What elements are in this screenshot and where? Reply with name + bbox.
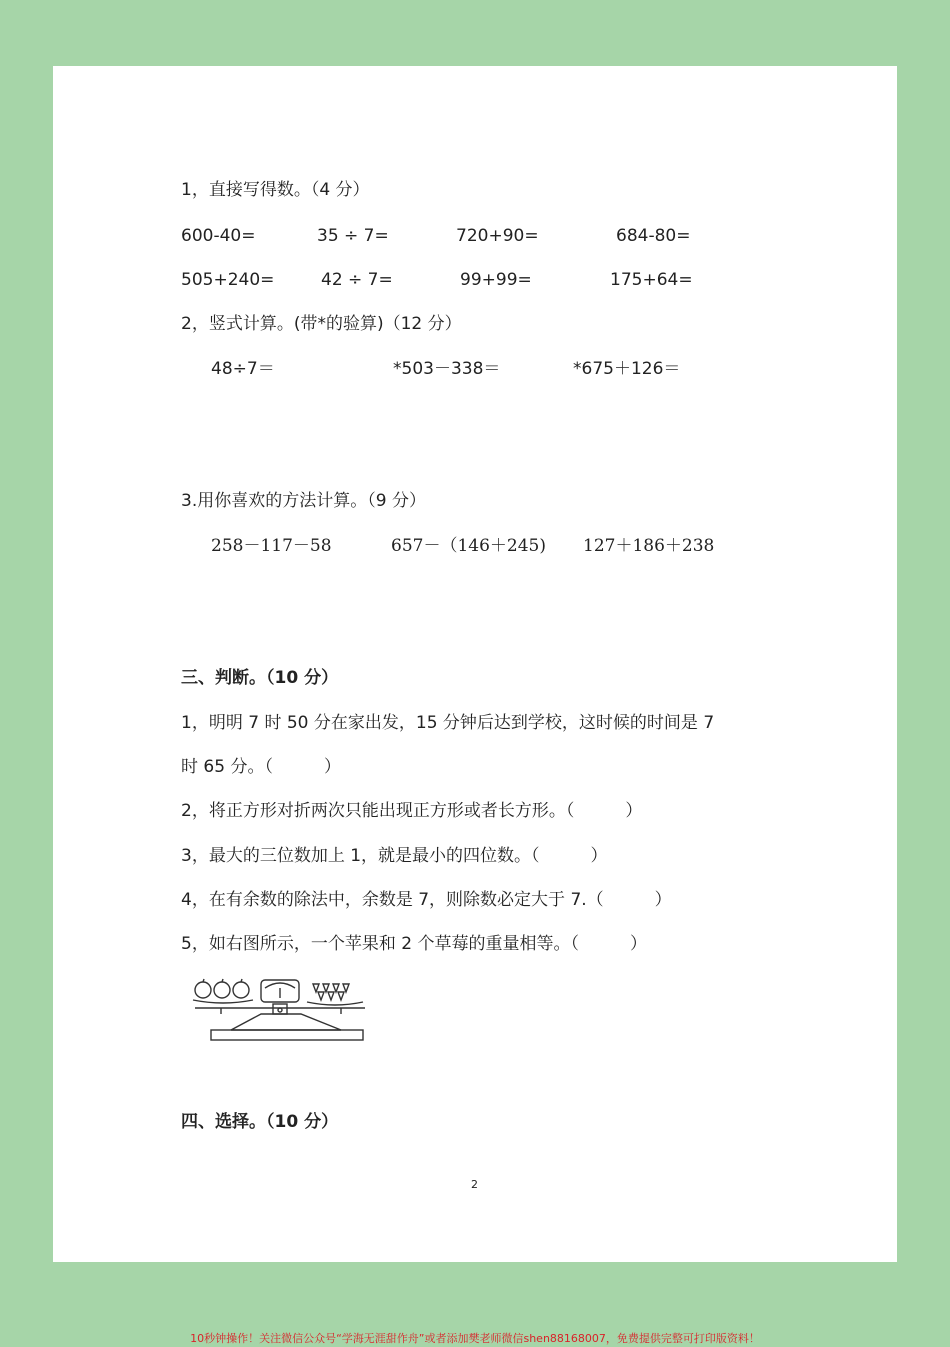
q2-title: 2，竖式计算。(带*的验算)（12 分） — [181, 314, 462, 334]
judge-item: 1，明明 7 时 50 分在家出发，15 分钟后达到学校，这时候的时间是 7 — [181, 713, 715, 733]
q3-item: 127＋186＋238 — [583, 536, 715, 556]
q2-item: 48÷7＝ — [211, 359, 275, 379]
judge-item: 3，最大的三位数加上 1，就是最小的四位数。（ ） — [181, 846, 608, 866]
q1-item: 99+99= — [460, 270, 532, 290]
q3-item: 657－（146＋245) — [391, 536, 546, 556]
q1-item: 175+64= — [610, 270, 693, 290]
q2-item: *503－338＝ — [393, 359, 501, 379]
balance-scale-illustration — [191, 974, 371, 1046]
q1-title: 1，直接写得数。（4 分） — [181, 180, 370, 200]
choice-title: 四、选择。（10 分） — [181, 1112, 339, 1132]
judge-item: 2，将正方形对折两次只能出现正方形或者长方形。（ ） — [181, 801, 643, 821]
promo-footer: 10秒钟操作！关注微信公众号“学海无涯甜作舟”或者添加樊老师微信shen88168007，免费提供完整可打印版资料！ — [190, 1332, 760, 1345]
page-number: 2 — [471, 1178, 478, 1191]
q1-item: 505+240= — [181, 270, 275, 290]
judge-item: 4，在有余数的除法中，余数是 7，则除数必定大于 7.（ ） — [181, 890, 672, 910]
q1-item: 600-40= — [181, 226, 256, 246]
judge-item: 5，如右图所示，一个苹果和 2 个草莓的重量相等。（ ） — [181, 934, 647, 954]
q3-title: 3.用你喜欢的方法计算。（9 分） — [181, 491, 426, 511]
q1-item: 720+90= — [456, 226, 539, 246]
q1-item: 42 ÷ 7= — [321, 270, 393, 290]
worksheet-page — [53, 66, 897, 1262]
q1-item: 35 ÷ 7= — [317, 226, 389, 246]
q3-item: 258－117－58 — [211, 536, 332, 556]
judge-title: 三、判断。（10 分） — [181, 668, 339, 688]
judge-item: 时 65 分。（ ） — [181, 757, 341, 777]
q1-item: 684-80= — [616, 226, 691, 246]
q2-item: *675＋126＝ — [573, 359, 681, 379]
